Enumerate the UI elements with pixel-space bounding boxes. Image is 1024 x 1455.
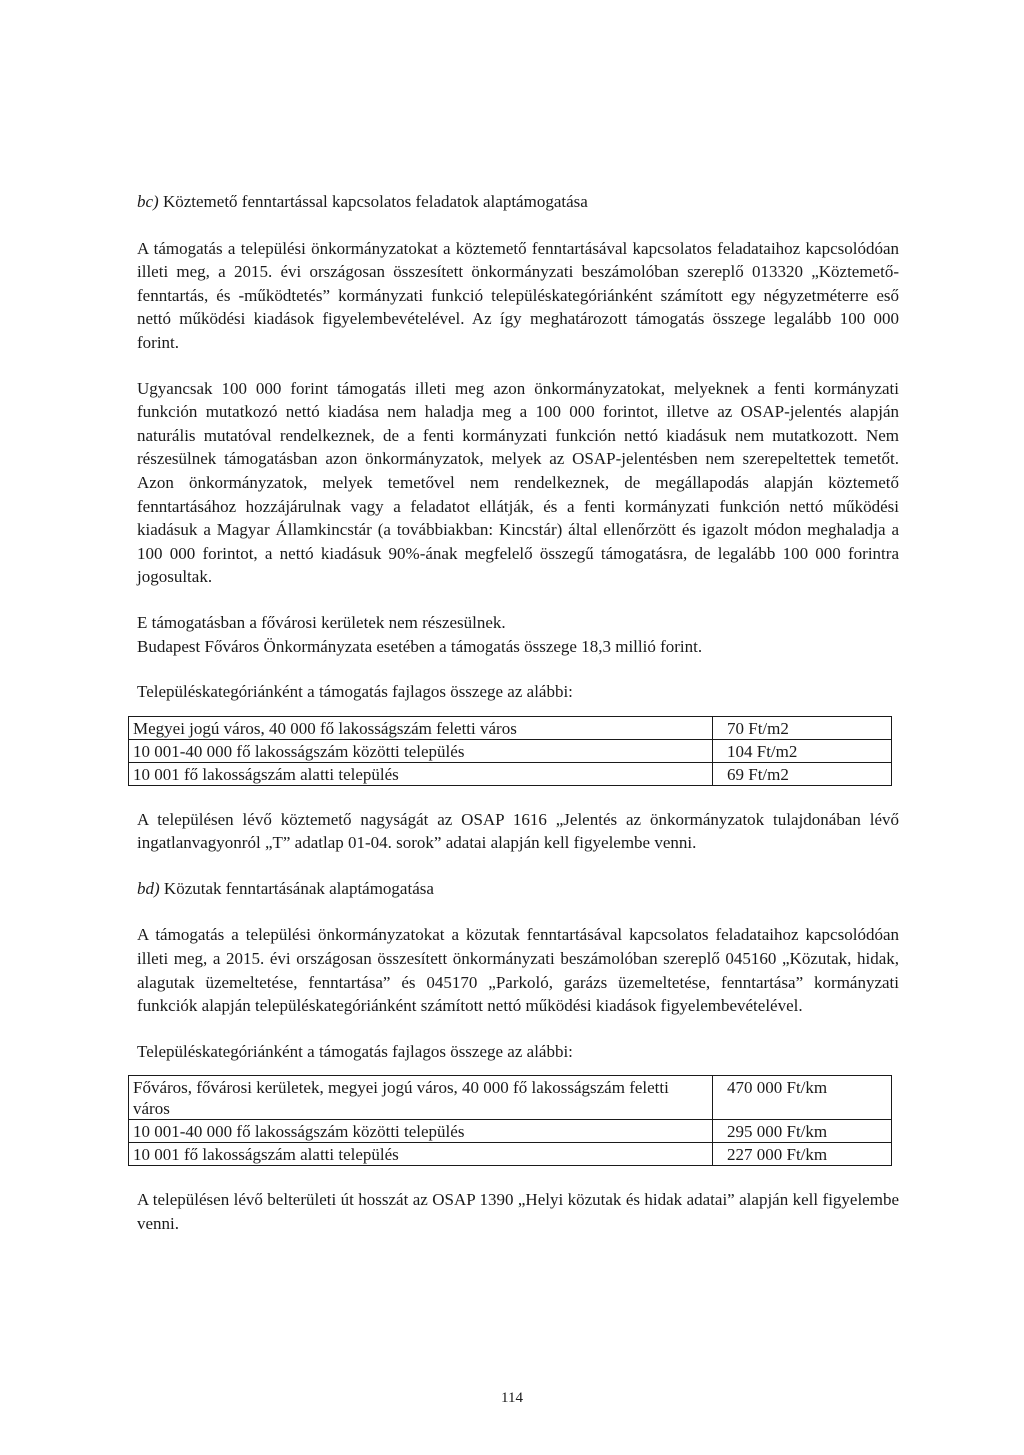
table-cell-category: 10 001 fő lakosságszám alatti település xyxy=(129,1143,713,1166)
paragraph: A támogatás a települési önkormányzatokat a közutak fenntartásával kapcsolatos feladataihoz kapcsolódóan illeti meg, a 2015. évi országosan összesített önkormányzati beszámolóban szereplő 045160 „Közutak, hidak, alagutak üzemeltetése, fenntartása” és 045170 „Parkoló, garázs üzemeltetése, fenntartása” kormányzati funkciók alapján településkategóriánként számított nettó működési kiadások figyelembevételével. xyxy=(137,925,899,1016)
table-row xyxy=(129,739,892,762)
paragraph: A településen lévő köztemető nagyságát az OSAP 1616 „Jelentés az önkormányzatok tulajdonában lévő ingatlanvagyonról „T” adatlap 01-04. sorok” adatai alapján kell figyelembe venni. xyxy=(137,809,899,853)
text-line: Budapest Főváros Önkormányzata esetében a támogatás összege 18,3 millió forint. xyxy=(137,636,703,656)
table-row xyxy=(129,1076,892,1120)
table-cell-value: 470 000 Ft/km xyxy=(713,1076,892,1120)
section-tag: bd) xyxy=(137,878,160,898)
table-cell-category: 10 001-40 000 fő lakosságszám közötti település xyxy=(129,739,713,762)
page-number: 114 xyxy=(501,1390,523,1406)
text-line: E támogatásban a fővárosi kerületek nem részesülnek. xyxy=(137,612,506,632)
table-row xyxy=(129,1143,892,1166)
table-row xyxy=(129,762,892,785)
table-cell-value: 70 Ft/m2 xyxy=(713,716,892,739)
section-title: Köztemető fenntartással kapcsolatos feladatok alaptámogatása xyxy=(162,192,588,211)
table-cell-category: Főváros, fővárosi kerületek, megyei jogú város, 40 000 fő lakosságszám feletti város xyxy=(129,1076,713,1120)
table-cell-value: 227 000 Ft/km xyxy=(713,1143,892,1166)
table-intro: Településkategóriánként a támogatás fajlagos összege az alábbi: xyxy=(137,1041,573,1061)
section-tag: bc) xyxy=(137,192,159,211)
table-cell-category: 10 001 fő lakosságszám alatti település xyxy=(129,762,713,785)
paragraph: A támogatás a települési önkormányzatokat a köztemető fenntartásával kapcsolatos feladataihoz kapcsolódóan illeti meg, a 2015. évi országosan összesített önkormányzati beszámolóban szereplő 013320 „Köztemető-fenntartás, és -működtetés” kormányzati funkció településkategóriánként számított egy négyzetméterre eső nettó működési kiadások figyelembevételével. Az így meghatározott támogatás összege legalább 100 000 forint. xyxy=(137,238,899,352)
section-heading-bc xyxy=(137,190,899,214)
rates-table-roads xyxy=(128,1075,892,1166)
table-cell-value: 69 Ft/m2 xyxy=(713,762,892,785)
table-cell-value: 104 Ft/m2 xyxy=(713,739,892,762)
section-heading-bd xyxy=(137,877,899,901)
paragraph: A településen lévő belterületi út hosszát az OSAP 1390 „Helyi közutak és hidak adatai” alapján kell figyelembe venni. xyxy=(137,1190,899,1234)
paragraph xyxy=(137,611,899,658)
document-page xyxy=(133,190,899,1236)
table-row xyxy=(129,1120,892,1143)
table-cell-category: 10 001-40 000 fő lakosságszám közötti település xyxy=(129,1120,713,1143)
section-title: Közutak fenntartásának alaptámogatása xyxy=(163,878,434,898)
table-intro: Településkategóriánként a támogatás fajlagos összege az alábbi: xyxy=(137,682,573,702)
table-cell-category: Megyei jogú város, 40 000 fő lakosságszám feletti város xyxy=(129,716,713,739)
table-row xyxy=(129,716,892,739)
table-cell-value: 295 000 Ft/km xyxy=(713,1120,892,1143)
paragraph: Ugyancsak 100 000 forint támogatás illeti meg azon önkormányzatokat, melyeknek a fenti kormányzati funkción mutatkozó nettó kiadása nem haladja meg a 100 000 forintot, illetve az OSAP-jelentés alapján naturális mutatóval rendelkeznek, de a fenti kormányzati funkción nettó kiadásuk nem mutatkozott. Nem részesülnek támogatásban azon önkormányzatok, melyek az OSAP-jelentésben nem szerepeltettek temetőt. Azon önkormányzatok, melyek temetővel nem rendelkeznek, de megállapodás alapján köztemető fenntartásához hozzájárulnak vagy a feladatot ellátják, és a fenti kormányzati funkción nettó működési kiadásuk a Magyar Államkincstár (a továbbiakban: Kincstár) által ellenőrzött és igazolt módon meghaladja a 100 000 forintot, a nettó kiadásuk 90%-ának megfelelő összegű támogatásra, de legalább 100 000 forintra jogosultak. xyxy=(137,378,899,587)
rates-table-cemetery xyxy=(128,716,892,786)
